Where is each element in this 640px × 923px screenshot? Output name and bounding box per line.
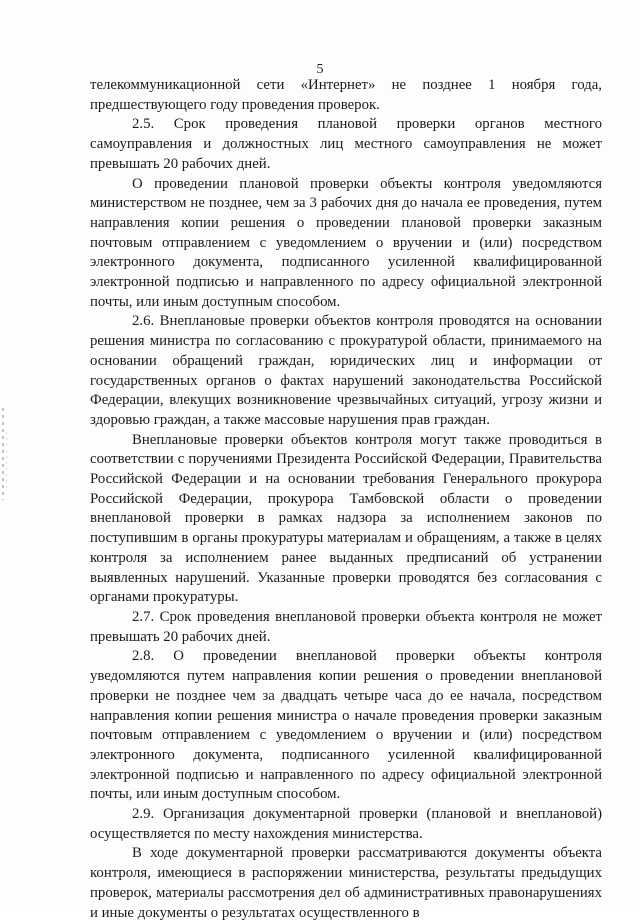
scan-margin-mark (2, 408, 4, 500)
paragraph-2-6: 2.6. Внеплановые проверки объектов контроля проводятся на основании решения министра по согласованию с прокуратурой области, принимаемого на основании обращений граждан, юридических лиц и информации от государственных органов о фактах нарушений законодательства Российской Федерации, влекущих возникновение чрезвычайных ситуаций, угрозу жизни и здоровью граждан, а также массовые нарушения прав граждан. (90, 313, 602, 428)
scan-margin-mark (6, 432, 7, 492)
paragraph-2-8: 2.8. О проведении внеплановой проверки объекты контроля уведомляются путем направления копии решения о проведении внеплановой проверки не позднее чем за двадцать четыре часа до ее начала, посредством направления копии решения министра о начале проведения проверки заказным почтовым отправлением с уведомлением о вручении и (или) посредством электронного документа, подписанного усиленной квалифицированной электронной подписью и направленного по адресу официальной электронной почты, или иным доступным способом. (90, 648, 602, 803)
paragraph-2-7: 2.7. Срок проведения внеплановой проверки объекта контроля не может превышать 20 рабочих дней. (90, 608, 602, 645)
paragraph: Внеплановые проверки объектов контроля могут также проводиться в соответствии с поручениями Президента Российской Федерации, Правительства Российской Федерации и на основании требования Генерального прокурора Российской Федерации, прокурора Тамбовской области о проведении внеплановой проверки в рамках надзора за исполнением законов по поступившим в органы прокуратуры материалам и обращениям, а также в целях контроля за исполнением ранее выданных предписаний об устранении выявленных нарушений. Указанные проверки проводятся без согласования с органами прокуратуры. (90, 431, 602, 606)
page-number: 5 (316, 62, 324, 77)
paragraph-2-9: 2.9. Организация документарной проверки (плановой и внеплановой) осуществляется по месту нахождения министерства. (90, 806, 602, 842)
paragraph-2-5: 2.5. Срок проведения плановой проверки органов местного самоуправления и должностных лиц местного самоуправления не может превышать 20 рабочих дней. (90, 116, 602, 172)
paragraph: телекоммуникационной сети «Интернет» не позднее 1 ноября года, предшествующего году проведения проверок. (90, 77, 602, 113)
paragraph: В ходе документарной проверки рассматриваются документы объекта контроля, имеющиеся в распоряжении министерства, результаты предыдущих проверок, материалы рассмотрения дел об административных правонарушениях и иные документы о результатах осуществленного в (90, 845, 602, 921)
paragraph: О проведении плановой проверки объекты контроля уведомляются министерством не позднее, чем за 3 рабочих дня до начала ее проведения, путем направления копии решения о проведении плановой проверки заказным почтовым отправлением с уведомлением о вручении и (или) посредством электронного документа, подписанного усиленной квалифицированной электронной подписью и направленного по адресу официальной электронной почты, или иным доступным способом. (90, 175, 602, 310)
document-body (90, 76, 602, 923)
